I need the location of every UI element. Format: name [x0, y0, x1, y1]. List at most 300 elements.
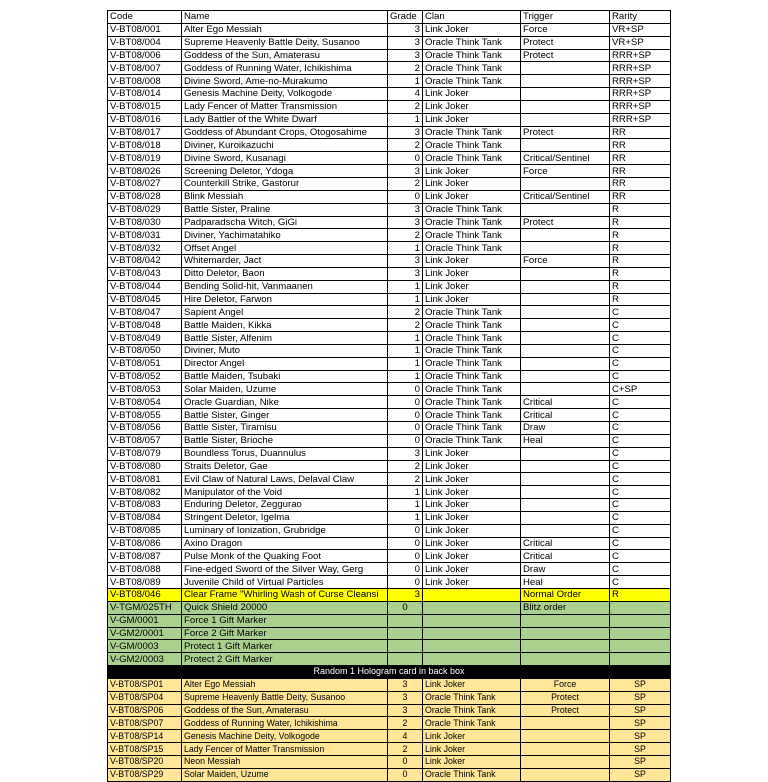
- cell-code: V-BT08/087: [108, 550, 182, 563]
- cell-grade: 0: [388, 434, 423, 447]
- cell-grade: 0: [388, 576, 423, 589]
- cell-name: Ditto Deletor, Baon: [182, 267, 388, 280]
- cell-code: V-BT08/019: [108, 152, 182, 165]
- cell-code: V-BT08/044: [108, 280, 182, 293]
- cell-rarity: RRR+SP: [610, 75, 671, 88]
- table-row: [108, 293, 671, 306]
- cell-code: V-BT08/086: [108, 537, 182, 550]
- cell-name: Alter Ego Messiah: [182, 678, 388, 691]
- cell-clan: Oracle Think Tank: [423, 357, 521, 370]
- cell-clan: Oracle Think Tank: [423, 691, 521, 704]
- table-row: [108, 434, 671, 447]
- cell-code: V-BT08/027: [108, 177, 182, 190]
- cell-rarity: [610, 601, 671, 614]
- table-row: [108, 267, 671, 280]
- cell-grade: 4: [388, 88, 423, 101]
- table-row-sp: [108, 730, 671, 743]
- cell-code: V-BT08/088: [108, 563, 182, 576]
- cell-grade: 2: [388, 177, 423, 190]
- cell-code: V-BT08/049: [108, 332, 182, 345]
- cell-trigger: Heal: [521, 434, 610, 447]
- cell-clan: Link Joker: [423, 499, 521, 512]
- table-row: [108, 49, 671, 62]
- cell-clan: Oracle Think Tank: [423, 216, 521, 229]
- cell-trigger: [521, 473, 610, 486]
- cell-grade: 2: [388, 139, 423, 152]
- cell-code: V-BT08/080: [108, 460, 182, 473]
- cell-trigger: Protect: [521, 126, 610, 139]
- cell-rarity: [610, 653, 671, 666]
- cell-name: Stringent Deletor, Igelma: [182, 511, 388, 524]
- table-row: [108, 383, 671, 396]
- cell-rarity: C: [610, 486, 671, 499]
- cell-trigger: [521, 460, 610, 473]
- cell-grade: 2: [388, 319, 423, 332]
- cell-rarity: [610, 627, 671, 640]
- cell-clan: [423, 627, 521, 640]
- cell-trigger: Protect: [521, 216, 610, 229]
- cell-trigger: Protect: [521, 36, 610, 49]
- cell-clan: Link Joker: [423, 293, 521, 306]
- cell-grade: 2: [388, 229, 423, 242]
- cell-rarity: C: [610, 409, 671, 422]
- cell-rarity: C: [610, 396, 671, 409]
- table-row: [108, 152, 671, 165]
- cell-clan: [423, 601, 521, 614]
- cell-rarity: RRR+SP: [610, 49, 671, 62]
- cell-code: V-BT08/057: [108, 434, 182, 447]
- table-row: [108, 486, 671, 499]
- cell-trigger: [521, 242, 610, 255]
- cell-rarity: SP: [610, 704, 671, 717]
- header-name: Name: [182, 11, 388, 24]
- cell-rarity: C: [610, 511, 671, 524]
- cell-clan: Link Joker: [423, 486, 521, 499]
- cell-rarity: C: [610, 460, 671, 473]
- cell-trigger: Protect: [521, 49, 610, 62]
- cell-code: V-BT08/083: [108, 499, 182, 512]
- cell-rarity: SP: [610, 743, 671, 756]
- cell-trigger: [521, 306, 610, 319]
- cell-code: V-BT08/SP04: [108, 691, 182, 704]
- cell-trigger: Critical: [521, 550, 610, 563]
- cell-name: Supreme Heavenly Battle Deity, Susanoo: [182, 36, 388, 49]
- table-row: [108, 126, 671, 139]
- cell-clan: Oracle Think Tank: [423, 229, 521, 242]
- cell-grade: 0: [388, 383, 423, 396]
- cell-trigger: Critical: [521, 537, 610, 550]
- cell-rarity: RR: [610, 165, 671, 178]
- cell-rarity: C: [610, 550, 671, 563]
- cell-clan: Oracle Think Tank: [423, 704, 521, 717]
- cell-grade: [388, 614, 423, 627]
- cell-grade: 1: [388, 75, 423, 88]
- cell-clan: Link Joker: [423, 473, 521, 486]
- cell-code: V-BT08/032: [108, 242, 182, 255]
- table-row: [108, 344, 671, 357]
- cell-name: Diviner, Yachimatahiko: [182, 229, 388, 242]
- cell-grade: 0: [388, 152, 423, 165]
- header-grade: Grade: [388, 11, 423, 24]
- cell-name: Supreme Heavenly Battle Deity, Susanoo: [182, 691, 388, 704]
- cell-name: Luminary of Ionization, Grubridge: [182, 524, 388, 537]
- cell-rarity: VR+SP: [610, 23, 671, 36]
- table-header: [108, 11, 671, 24]
- cell-grade: 3: [388, 267, 423, 280]
- header-rarity: Rarity: [610, 11, 671, 24]
- cell-clan: Link Joker: [423, 88, 521, 101]
- cell-grade: 2: [388, 460, 423, 473]
- cell-grade: 3: [388, 23, 423, 36]
- cell-name: Protect 1 Gift Marker: [182, 640, 388, 653]
- cell-code: V-BT08/015: [108, 100, 182, 113]
- cell-trigger: [521, 511, 610, 524]
- cell-name: Force 2 Gift Marker: [182, 627, 388, 640]
- cell-name: Manipulator of the Void: [182, 486, 388, 499]
- table-row: [108, 537, 671, 550]
- cell-trigger: [521, 139, 610, 152]
- cell-trigger: [521, 319, 610, 332]
- cell-name: Counterkill Strike, Gastorur: [182, 177, 388, 190]
- table-row: [108, 216, 671, 229]
- cell-name: Enduring Deletor, Zeggurao: [182, 499, 388, 512]
- cell-code: V-BT08/045: [108, 293, 182, 306]
- table-row: [108, 319, 671, 332]
- cell-clan: Link Joker: [423, 255, 521, 268]
- cell-code: V-BT08/SP20: [108, 755, 182, 768]
- cell-name: Goddess of the Sun, Amaterasu: [182, 704, 388, 717]
- cell-grade: [388, 640, 423, 653]
- cell-trigger: [521, 100, 610, 113]
- cell-name: Sapient Angel: [182, 306, 388, 319]
- cell-clan: [423, 588, 521, 601]
- cell-clan: Link Joker: [423, 460, 521, 473]
- cell-grade: 3: [388, 588, 423, 601]
- cell-name: Goddess of Running Water, Ichikishima: [182, 62, 388, 75]
- table-row-marker: [108, 640, 671, 653]
- cell-clan: Link Joker: [423, 23, 521, 36]
- cell-name: Battle Sister, Alfenim: [182, 332, 388, 345]
- cell-name: Lady Fencer of Matter Transmission: [182, 100, 388, 113]
- table-row-marker: [108, 601, 671, 614]
- cell-code: V-BT08/056: [108, 422, 182, 435]
- cell-grade: 3: [388, 691, 423, 704]
- cell-name: Straits Deletor, Gae: [182, 460, 388, 473]
- header-trigger: Trigger: [521, 11, 610, 24]
- cell-name: Goddess of the Sun, Amaterasu: [182, 49, 388, 62]
- cell-trigger: Critical: [521, 396, 610, 409]
- table-row: [108, 460, 671, 473]
- table-row: [108, 100, 671, 113]
- cell-rarity: C: [610, 332, 671, 345]
- cell-trigger: [521, 332, 610, 345]
- table-row: [108, 422, 671, 435]
- cell-name: Padparadscha Witch, GiGi: [182, 216, 388, 229]
- table-row: [108, 177, 671, 190]
- cell-clan: Oracle Think Tank: [423, 422, 521, 435]
- cell-code: V-BT08/089: [108, 576, 182, 589]
- cell-name: Director Angel: [182, 357, 388, 370]
- cell-code: V-BT08/018: [108, 139, 182, 152]
- cell-rarity: RR: [610, 190, 671, 203]
- cell-trigger: Force: [521, 23, 610, 36]
- cell-rarity: RR: [610, 152, 671, 165]
- cell-clan: Oracle Think Tank: [423, 203, 521, 216]
- table-row: [108, 36, 671, 49]
- cell-grade: 0: [388, 190, 423, 203]
- cell-code: V-BT08/079: [108, 447, 182, 460]
- cell-clan: Oracle Think Tank: [423, 242, 521, 255]
- table-row: [108, 511, 671, 524]
- cell-code: V-BT08/054: [108, 396, 182, 409]
- cell-clan: Oracle Think Tank: [423, 768, 521, 781]
- cell-name: Goddess of Running Water, Ichikishima: [182, 717, 388, 730]
- cell-name: Battle Maiden, Tsubaki: [182, 370, 388, 383]
- cell-clan: Link Joker: [423, 755, 521, 768]
- cell-name: Screening Deletor, Ydoga: [182, 165, 388, 178]
- cell-name: Fine-edged Sword of the Silver Way, Gerg: [182, 563, 388, 576]
- cell-name: Battle Sister, Brioche: [182, 434, 388, 447]
- table-row-highlighted: [108, 588, 671, 601]
- cell-clan: Oracle Think Tank: [423, 319, 521, 332]
- cell-grade: 0: [388, 422, 423, 435]
- cell-rarity: SP: [610, 717, 671, 730]
- cell-name: Diviner, Kuroikazuchi: [182, 139, 388, 152]
- cell-code: V-BT08/031: [108, 229, 182, 242]
- cell-rarity: C: [610, 524, 671, 537]
- cell-rarity: RRR+SP: [610, 88, 671, 101]
- cell-name: Whitemarder, Jact: [182, 255, 388, 268]
- cell-trigger: [521, 768, 610, 781]
- cell-rarity: R: [610, 293, 671, 306]
- cell-rarity: C: [610, 344, 671, 357]
- cell-grade: 1: [388, 344, 423, 357]
- cell-trigger: [521, 203, 610, 216]
- cell-grade: 1: [388, 499, 423, 512]
- cell-trigger: [521, 357, 610, 370]
- cell-clan: Oracle Think Tank: [423, 717, 521, 730]
- cell-code: V-GM2/0001: [108, 627, 182, 640]
- table-row: [108, 473, 671, 486]
- cell-trigger: [521, 730, 610, 743]
- cell-clan: Link Joker: [423, 678, 521, 691]
- cell-grade: 2: [388, 306, 423, 319]
- cell-rarity: SP: [610, 691, 671, 704]
- cell-code: V-BT08/082: [108, 486, 182, 499]
- table-row-marker: [108, 614, 671, 627]
- table-row: [108, 370, 671, 383]
- cell-rarity: SP: [610, 755, 671, 768]
- cell-name: Oracle Guardian, Nike: [182, 396, 388, 409]
- table-row: [108, 190, 671, 203]
- cell-rarity: R: [610, 267, 671, 280]
- cell-code: V-BT08/053: [108, 383, 182, 396]
- table-row: [108, 563, 671, 576]
- cell-code: V-BT08/042: [108, 255, 182, 268]
- cell-code: V-TGM/025TH: [108, 601, 182, 614]
- cell-trigger: [521, 486, 610, 499]
- cell-trigger: [521, 653, 610, 666]
- cell-clan: Link Joker: [423, 100, 521, 113]
- table-row-sp: [108, 691, 671, 704]
- cell-grade: 1: [388, 280, 423, 293]
- cell-trigger: Blitz order: [521, 601, 610, 614]
- cell-name: Boundless Torus, Duannulus: [182, 447, 388, 460]
- table-row: [108, 165, 671, 178]
- table-row: [108, 357, 671, 370]
- cell-code: V-BT08/006: [108, 49, 182, 62]
- cell-rarity: R: [610, 203, 671, 216]
- cell-name: Solar Maiden, Uzume: [182, 383, 388, 396]
- cell-trigger: [521, 743, 610, 756]
- cell-trigger: [521, 627, 610, 640]
- cell-trigger: Normal Order: [521, 588, 610, 601]
- table-row-sp: [108, 678, 671, 691]
- cell-clan: Oracle Think Tank: [423, 126, 521, 139]
- cell-name: Battle Maiden, Kikka: [182, 319, 388, 332]
- cell-name: Hire Deletor, Farwon: [182, 293, 388, 306]
- cell-code: V-BT08/050: [108, 344, 182, 357]
- cell-clan: Link Joker: [423, 190, 521, 203]
- cell-grade: 1: [388, 242, 423, 255]
- cell-code: V-BT08/SP29: [108, 768, 182, 781]
- cell-rarity: C: [610, 447, 671, 460]
- cell-clan: Oracle Think Tank: [423, 370, 521, 383]
- cell-clan: Link Joker: [423, 524, 521, 537]
- table-row: [108, 113, 671, 126]
- hologram-banner: Random 1 Hologram card in back box: [108, 666, 671, 679]
- table-row: [108, 396, 671, 409]
- cell-trigger: [521, 614, 610, 627]
- cell-name: Protect 2 Gift Marker: [182, 653, 388, 666]
- cell-clan: Oracle Think Tank: [423, 332, 521, 345]
- cell-rarity: C: [610, 576, 671, 589]
- table-row-marker: [108, 653, 671, 666]
- cell-clan: Link Joker: [423, 447, 521, 460]
- table-row: [108, 255, 671, 268]
- cell-code: V-BT08/007: [108, 62, 182, 75]
- cell-grade: 3: [388, 36, 423, 49]
- cell-clan: Oracle Think Tank: [423, 344, 521, 357]
- cell-code: V-BT08/081: [108, 473, 182, 486]
- cell-rarity: RRR+SP: [610, 100, 671, 113]
- cell-name: Pulse Monk of the Quaking Foot: [182, 550, 388, 563]
- cell-grade: 4: [388, 730, 423, 743]
- cell-rarity: C: [610, 563, 671, 576]
- cell-trigger: [521, 370, 610, 383]
- cell-trigger: [521, 177, 610, 190]
- cell-rarity: RR: [610, 126, 671, 139]
- table-row-marker: [108, 627, 671, 640]
- cell-trigger: Draw: [521, 563, 610, 576]
- cell-code: V-BT08/008: [108, 75, 182, 88]
- cell-trigger: [521, 88, 610, 101]
- cell-clan: Oracle Think Tank: [423, 396, 521, 409]
- cell-grade: 2: [388, 717, 423, 730]
- cell-grade: 3: [388, 165, 423, 178]
- cell-grade: 1: [388, 370, 423, 383]
- cell-rarity: RRR+SP: [610, 113, 671, 126]
- cell-clan: Link Joker: [423, 113, 521, 126]
- cell-grade: 0: [388, 537, 423, 550]
- cell-grade: 1: [388, 357, 423, 370]
- cell-trigger: [521, 640, 610, 653]
- cell-grade: 0: [388, 409, 423, 422]
- cell-name: Evil Claw of Natural Laws, Delaval Claw: [182, 473, 388, 486]
- cell-rarity: RR: [610, 177, 671, 190]
- cell-clan: Link Joker: [423, 576, 521, 589]
- cell-clan: Link Joker: [423, 743, 521, 756]
- cell-name: Divine Sword, Kusanagi: [182, 152, 388, 165]
- cell-trigger: [521, 280, 610, 293]
- cell-code: V-BT08/048: [108, 319, 182, 332]
- cell-rarity: C: [610, 537, 671, 550]
- cell-clan: Link Joker: [423, 563, 521, 576]
- table-row-sp: [108, 704, 671, 717]
- cell-name: Bending Solid-hit, Vanmaanen: [182, 280, 388, 293]
- cell-rarity: [610, 614, 671, 627]
- cell-rarity: RRR+SP: [610, 62, 671, 75]
- cell-grade: 0: [388, 755, 423, 768]
- cell-name: Lady Fencer of Matter Transmission: [182, 743, 388, 756]
- cell-trigger: [521, 755, 610, 768]
- table-row: [108, 242, 671, 255]
- cell-rarity: VR+SP: [610, 36, 671, 49]
- table-body: [108, 23, 671, 781]
- cell-trigger: Critical: [521, 409, 610, 422]
- cell-code: V-GM/0003: [108, 640, 182, 653]
- cell-grade: 3: [388, 216, 423, 229]
- cell-rarity: R: [610, 280, 671, 293]
- cell-code: V-BT08/SP14: [108, 730, 182, 743]
- cell-code: V-BT08/001: [108, 23, 182, 36]
- cell-code: V-BT08/047: [108, 306, 182, 319]
- cell-name: Lady Battler of the White Dwarf: [182, 113, 388, 126]
- cell-name: Clear Frame "Whirling Wash of Curse Cleansi: [182, 588, 388, 601]
- table-row: [108, 23, 671, 36]
- cell-clan: Oracle Think Tank: [423, 409, 521, 422]
- cell-rarity: C+SP: [610, 383, 671, 396]
- table-row: [108, 203, 671, 216]
- table-row: [108, 75, 671, 88]
- table-row: [108, 499, 671, 512]
- cell-clan: Oracle Think Tank: [423, 152, 521, 165]
- cell-code: V-BT08/SP01: [108, 678, 182, 691]
- cell-trigger: Protect: [521, 691, 610, 704]
- card-list-table: [107, 10, 671, 782]
- cell-name: Juvenile Child of Virtual Particles: [182, 576, 388, 589]
- cell-trigger: [521, 62, 610, 75]
- cell-trigger: Force: [521, 255, 610, 268]
- cell-name: Genesis Machine Deity, Volkogode: [182, 88, 388, 101]
- cell-code: V-BT08/004: [108, 36, 182, 49]
- cell-clan: Link Joker: [423, 511, 521, 524]
- cell-rarity: R: [610, 242, 671, 255]
- cell-grade: 3: [388, 447, 423, 460]
- cell-trigger: [521, 524, 610, 537]
- cell-name: Force 1 Gift Marker: [182, 614, 388, 627]
- header-row: [108, 11, 671, 24]
- cell-grade: 2: [388, 473, 423, 486]
- cell-code: V-BT08/030: [108, 216, 182, 229]
- cell-code: V-BT08/055: [108, 409, 182, 422]
- cell-trigger: [521, 293, 610, 306]
- cell-trigger: [521, 344, 610, 357]
- cell-grade: 2: [388, 743, 423, 756]
- cell-trigger: [521, 499, 610, 512]
- cell-trigger: [521, 229, 610, 242]
- cell-code: V-BT08/029: [108, 203, 182, 216]
